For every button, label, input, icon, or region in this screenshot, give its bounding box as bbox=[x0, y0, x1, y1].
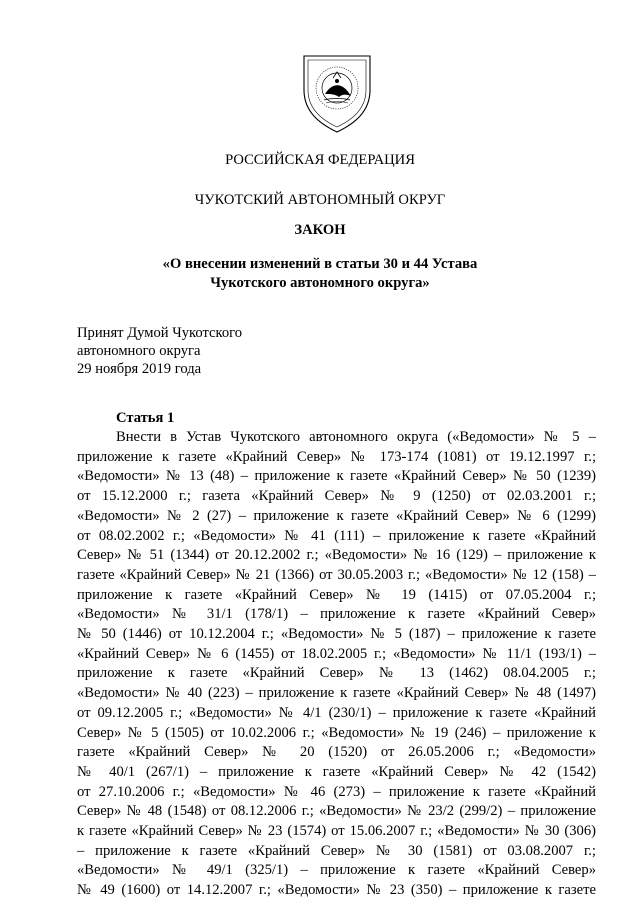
article-text-line: «Ведомости» № 13 (48) – приложение к газете «Крайний Север» № 50 (1239) bbox=[77, 468, 596, 485]
article-text-line: – приложение к газете «Крайний Север» № 30 (1581) от 03.08.2007 г.; bbox=[77, 842, 596, 859]
article-text-line: от 27.10.2006 г.; «Ведомости» № 46 (273) – приложение к газете «Крайний bbox=[77, 783, 596, 800]
article-text-line: «Ведомости» № 2 (27) – приложение к газете «Крайний Север» № 6 (1299) bbox=[77, 507, 596, 524]
article-text-line: Север» № 48 (1548) от 08.12.2006 г.; «Ведомости» № 23/2 (299/2) – приложение bbox=[77, 803, 596, 820]
region-title: ЧУКОТСКИЙ АВТОНОМНЫЙ ОКРУГ bbox=[194, 192, 446, 208]
article-text-line: газете «Крайний Север» № 21 (1366) от 30.05.2003 г.; «Ведомости» № 12 (158) – bbox=[77, 566, 596, 583]
article-text-line: № 50 (1446) от 10.12.2004 г.; «Ведомости» № 5 (187) – приложение к газете bbox=[77, 626, 596, 642]
adoption-line-1: Принят Думой Чукотского bbox=[77, 325, 243, 341]
article-text-line: к газете «Крайний Север» № 23 (1574) от 15.06.2007 г.; «Ведомости» № 30 (306) bbox=[77, 823, 596, 839]
article-text-line: Север» № 5 (1505) от 10.02.2006 г.; «Ведомости» № 19 (246) – приложение к bbox=[77, 724, 596, 741]
coat-of-arms-emblem bbox=[294, 50, 380, 136]
article-text-line: Север» № 51 (1344) от 20.12.2002 г.; «Ведомости» № 16 (129) – приложение к bbox=[77, 547, 596, 564]
article-text-line: от 15.12.2000 г.; газета «Крайний Север» № 9 (1250) от 02.03.2001 г.; bbox=[77, 488, 596, 505]
article-text-line: «Ведомости» № 31/1 (178/1) – приложение к газете «Крайний Север» bbox=[77, 606, 596, 623]
article-text-line: Внести в Устав Чукотского автономного округа («Ведомости» № 5 – bbox=[116, 429, 596, 445]
article-text-line: «Ведомости» № 40 (223) – приложение к газете «Крайний Север» № 48 (1497) bbox=[77, 685, 596, 702]
article-text-line: приложение к газете «Крайний Север» № 19 (1415) от 07.05.2004 г.; bbox=[77, 586, 596, 603]
law-title-line-2: Чукотского автономного округа» bbox=[210, 275, 430, 291]
article-text-line: № 40/1 (267/1) – приложение к газете «Крайний Север» № 42 (1542) bbox=[77, 763, 596, 780]
article-text-line: приложение к газете «Крайний Север» № 13 (1462) 08.04.2005 г.; bbox=[77, 665, 596, 682]
doc-type-title: ЗАКОН bbox=[294, 222, 346, 238]
article-text-line: приложение к газете «Крайний Север» № 173-174 (1081) от 19.12.1997 г.; bbox=[77, 448, 596, 465]
federation-title: РОССИЙСКАЯ ФЕДЕРАЦИЯ bbox=[225, 152, 415, 168]
adoption-line-2: автономного округа bbox=[77, 343, 201, 359]
article-text-line: от 09.12.2005 г.; «Ведомости» № 4/1 (230/1) – приложение к газете «Крайний bbox=[77, 704, 596, 721]
article-text-line: от 08.02.2002 г.; «Ведомости» № 41 (111) – приложение к газете «Крайний bbox=[77, 527, 596, 544]
article-heading: Статья 1 bbox=[116, 410, 175, 426]
article-text-line: «Ведомости» № 49/1 (325/1) – приложение к газете «Крайний Север» bbox=[77, 862, 596, 879]
article-text-line: «Крайний Север» № 6 (1455) от 18.02.2005 г.; «Ведомости» № 11/1 (193/1) – bbox=[77, 645, 596, 662]
adoption-date: 29 ноября 2019 года bbox=[77, 361, 202, 377]
article-text-line: газете «Крайний Север» № 20 (1520) от 26.05.2006 г.; «Ведомости» bbox=[77, 744, 596, 761]
law-title-line-1: «О внесении изменений в статьи 30 и 44 Устава bbox=[162, 256, 478, 272]
article-text-line: № 49 (1600) от 14.12.2007 г.; «Ведомости» № 23 (350) – приложение к газете bbox=[77, 882, 596, 899]
